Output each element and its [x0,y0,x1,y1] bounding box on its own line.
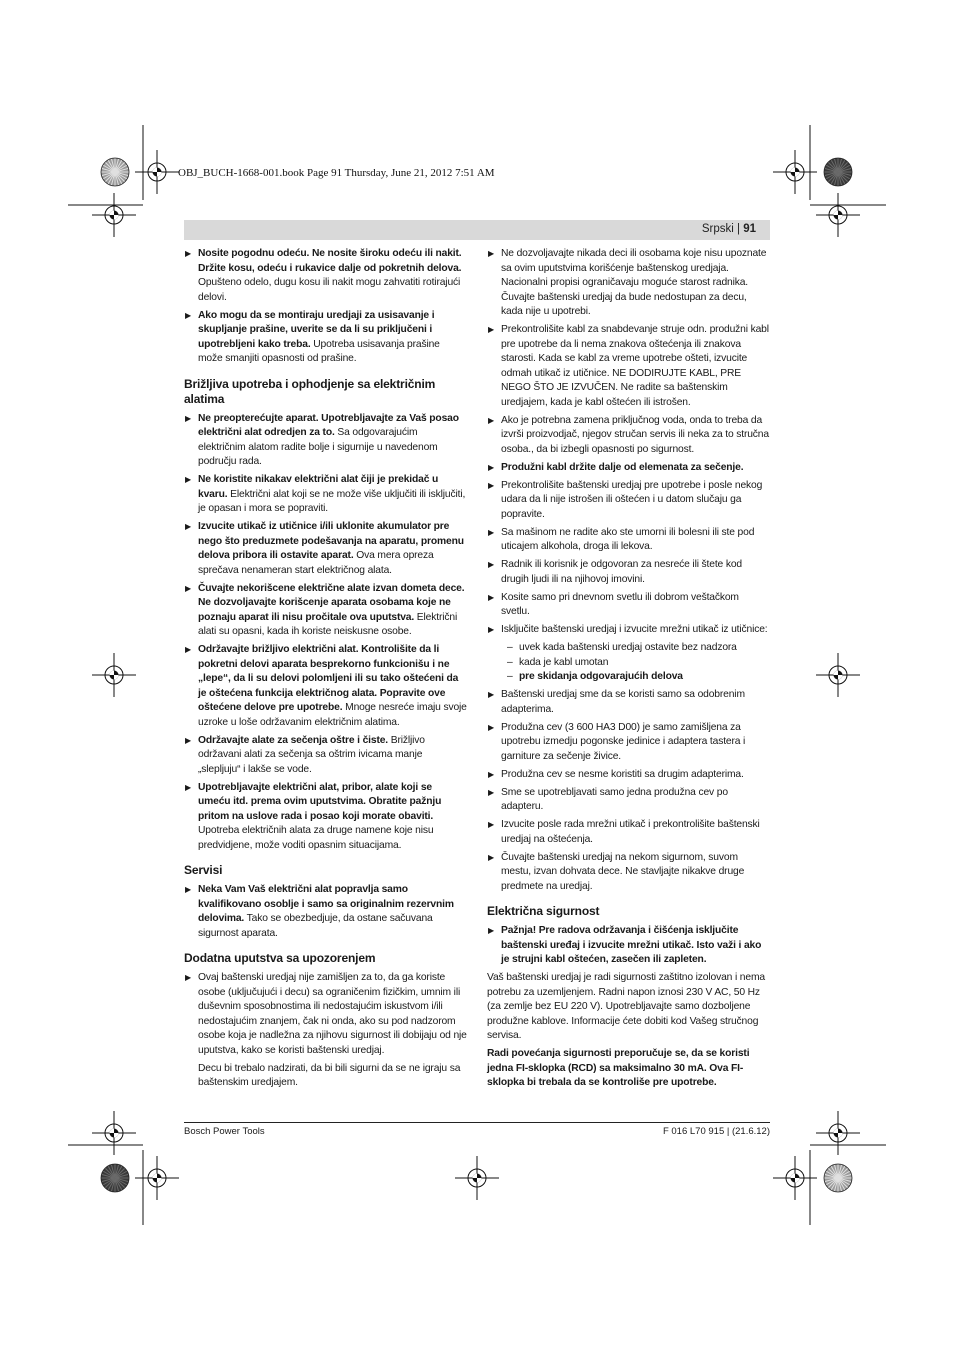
item-emphasis: Održavajte brižljivo električni alat. Kontrolišite da li pokretni delovi aparata besprekorno funkcionišu i ne „lepe“, da li su delovi polomljeni ili su tako oštećeni da je oštećena funkcija električnog alata. Popravite ove oštećene delove pre upotrebe. [198,644,459,713]
right-items-b [487,688,770,894]
left-items-top [184,247,467,367]
list-item [184,971,467,1058]
list-item [184,412,467,470]
list-item [487,414,770,458]
item-text: Isključite baštenski uredjaj i izvucite mrežni utikač iz utičnice: [501,624,768,635]
bullet-arrow-icon: ▶ [185,475,192,484]
section-careful-use-items [184,412,467,854]
bullet-arrow-icon: ▶ [488,325,495,334]
list-item [487,461,770,476]
header-separator: | [733,223,744,235]
list-item [184,781,467,854]
right-column [487,247,770,1094]
bullet-arrow-icon: ▶ [488,415,495,425]
item-emphasis: Ne koristite nikakav električni alat čiji je prekidač u kvaru. [198,474,439,500]
item-text: Produžna cev (3 600 HA3 D00) je samo zamišljena za upotrebu izmedju pogonske jedinice i adaptera tastera i garniture za sečenje živice. [501,721,746,762]
electrical-safety-items [487,924,770,968]
list-item [184,582,467,640]
bullet-arrow-icon: ▶ [488,787,495,797]
item-text: Radnik ili korisnik je odgovoran za nesreće ili štete kod drugih ljudi ili na njihovoj imovini. [501,559,742,585]
bullet-arrow-icon: ▶ [488,820,495,829]
list-item [184,247,467,305]
bullet-arrow-icon: ▶ [185,583,192,593]
dash-list-item [487,656,770,671]
registration-target-icon [816,193,860,237]
item-emphasis: Čuvajte nekorišcene električne alate izvan dometa dece. Ne dozvoljavajte korišcenje aparata osobama koje ne poznaju aparat ili nisu pročitale ova uputstva. [198,582,465,623]
list-item [487,591,770,620]
list-item [184,643,467,730]
list-item [487,526,770,555]
bullet-arrow-icon: ▶ [185,885,192,894]
item-text: Prekontrolišite kabl za snabdevanje struje odn. produžni kabl pre upotrebe da li nema znakova oštećenja ili znakova starosti. Kada se kabl za vreme upotrebe ošteti, izvucite odmah utikač iz utičnice. NE DODIRUJTE KABL, PRE NEGO ŠTO JE IZVUČEN. Ne radite sa baštenskim uredjajem, kada je kabl oštećen ili istrošen. [501,324,769,408]
bullet-arrow-icon: ▶ [488,249,495,258]
section-title-electrical-safety: Električna sigurnost [487,904,600,918]
registration-target-icon [92,653,136,697]
bullet-arrow-icon: ▶ [185,735,192,745]
item-text: Električni alat koji se ne može više uključiti ili isključiti, je opasan i mora se popraviti. [198,488,466,514]
item-text: Sme se upotrebljavati samo jedna produžna cev po adapteru. [501,786,728,812]
bullet-arrow-icon: ▶ [488,592,495,602]
page-number: 91 [743,223,756,235]
registration-target-icon [455,1156,499,1200]
item-emphasis: Ako mogu da se montiraju uredjaji za usisavanje i skupljanje prašine, uverite se da li su priključeni i upotrebljeni kako treba. [198,309,435,350]
page-header [702,223,756,235]
dash-item-text: pre skidanja odgovarajućih delova [519,671,683,682]
registration-target-icon [135,1156,179,1200]
list-item [487,558,770,587]
bullet-arrow-icon: ▶ [488,625,495,634]
item-emphasis: Izvucite utikač iz utičnice i/ili uklonite akumulator pre nego što preduzmete podešavanja na aparatu, promenu delova pribora ili ostavite aparat. [198,521,464,561]
section-title-additional-warnings: Dodatna uputstva sa upozorenjem [184,951,376,965]
section-title-service: Servisi [184,863,223,877]
dash-marker: – [507,656,513,668]
dash-list-item [487,670,770,685]
item-text: Brižljivo održavani alati za sečenja sa oštrim ivicama manje „slepljuju“ i lakše se vode. [198,734,425,775]
item-text: Produžna cev se nesme koristiti sa drugim adapterima. [501,768,744,780]
list-item [487,851,770,895]
item-text: Opušteno odelo, dugu kosu ili nakit mogu zahvatiti rotirajući delovi. [198,277,461,303]
item-text: Ova mera opreza sprečava nenameran start električnog alata. [198,550,434,576]
footer-brand: Bosch Power Tools [184,1126,265,1137]
rcd-recommendation: Radi povećanja sigurnosti preporučuje se, da se koristi jedna FI-sklopka (RCD) sa maksimalno 30 mA. Ova FI-sklopka bi trebala da se kontroliše pre upotrebe. [487,1048,750,1088]
header-language: Srpski [701,223,734,235]
bullet-arrow-icon: ▶ [488,560,495,569]
footer-rule [184,1122,770,1123]
item-text: Izvucite posle rada mrežni utikač i prekontrolišite baštenski uredjaj na oštećenja. [501,819,760,845]
section-service-items [184,883,467,941]
bullet-arrow-icon: ▶ [488,722,495,732]
bullet-arrow-icon: ▶ [488,926,495,935]
bullet-arrow-icon: ▶ [185,645,192,654]
list-item [184,883,467,941]
page-header-bar [184,220,770,240]
bullet-arrow-icon: ▶ [185,973,192,982]
item-emphasis: Nosite pogodnu odeću. Ne nosite široku odeću ili nakit. Držite kosu, odeću i rukavice dalje od pokretnih delova. [198,248,462,274]
item-text: Mnoge nesreće imaju svoje uzroke u loše održavanim električnim alatima. [198,702,467,728]
list-item [184,309,467,367]
bullet-arrow-icon: ▶ [488,852,495,862]
item-emphasis: Upotrebljavajte električni alat, pribor, alate koji se umeću itd. prema ovim uputstvima. Obratite pažnju pritom na uslove rada i posao koji morate obaviti. [198,781,442,822]
list-item [487,323,770,410]
list-item [184,520,467,578]
bullet-arrow-icon: ▶ [488,527,495,537]
item-text: Sa mašinom ne radite ako ste umorni ili bolesni ili ste pod uticajem alkohola, droga ili lekova. [501,526,755,552]
item-emphasis: Ne preopterećujte aparat. Upotrebljavajte za Vaš posao električni alat odredjen za to. [198,412,459,438]
list-item [487,247,770,320]
disconnect-conditions-list [487,641,770,685]
item-emphasis: Produžni kabl držite dalje od elemenata za sečenje. [501,461,744,473]
list-item [487,786,770,815]
item-emphasis: Pažnja! Pre radova održavanja i čišćenja isključite baštenski uređaj i izvucite mrežni utikač. Isto važi i ako je strujni kabl oštećen, zasečen ili zapleten. [501,925,762,965]
bullet-arrow-icon: ▶ [488,480,495,490]
bullet-arrow-icon: ▶ [185,782,192,792]
item-text: Ako je potrebna zamena priključnog voda, onda to treba da izvrši proizvodjač, njegov stručan servis ili neka za to stručna osoba., da bi izbegli opasnosti po sigurnost. [501,414,769,455]
bullet-arrow-icon: ▶ [488,690,495,699]
registration-target-icon [816,653,860,697]
footer-doc-code: F 016 L70 915 | (21.6.12) [662,1126,770,1137]
registration-target-icon [816,1111,860,1155]
item-emphasis: Održavajte alate za sečenja oštre i čiste. [198,734,389,746]
bullet-arrow-icon: ▶ [185,249,192,258]
list-item [487,721,770,765]
color-calibration-dial-icon [824,1164,852,1192]
bullet-arrow-icon: ▶ [488,462,495,472]
item-text: Ovaj baštenski uredjaj nije zamišljen za to, da ga koriste osobe (uključujući i decu) sa ograničenim fizičkim, umnim ili duševnim sposobnostima ili nedostajućim iskustvom i/ili nedostajućim znanjem, čak ni onda, ako su pod nadzorom osobe koja je nadležna za njihovu sigurnost ili dobijaju od nje uputstva, kako se koristi baštenski uredjaj. [198,972,467,1056]
registration-target-icon [135,150,179,194]
item-text: Prekontrolišite baštenski uredjaj pre upotrebe i posle nekog udara da li nije istrošen ili oštećen i u datom slučaju ga popravite. [501,479,763,520]
left-column [184,247,467,1094]
item-emphasis: Neka Vam Vaš električni alat popravlja samo kvalifikovano osoblje i samo sa originalnim rezervnim delovima. [198,884,454,924]
list-item [487,924,770,968]
item-text: Tako se obezbedjuje, da ostane sačuvana sigurnost aparata. [198,913,433,939]
item-text: Ne dozvoljavajte nikada deci ili osobama koje nisu upoznate sa ovim uputstvima korišćenje baštenskog uredjaja. Nacionalni propisi ograničavaju moguće starost radnika. Čuvajte baštenski uredjaj da bude nedostupan za decu, kada nije u upotrebi. [501,248,767,317]
dash-marker: – [507,642,513,653]
list-item [184,473,467,517]
item-text: Baštenski uredjaj sme da se koristi samo sa odobrenim adapterima. [501,689,745,715]
item-text: Električni alati su opasni, kada ih koriste neiskusne osobe. [198,611,458,637]
color-calibration-dial-icon [101,1164,129,1192]
list-item [487,479,770,523]
registration-target-icon [92,193,136,237]
color-calibration-dial-icon [101,158,129,186]
registration-target-icon [92,1111,136,1155]
print-slug-line: OBJ_BUCH-1668-001.book Page 91 Thursday, June 21, 2012 7:51 AM [178,167,495,179]
section-title-careful-use: Brižljiva upotreba i ophodjenje sa električnim alatima [184,376,436,406]
color-calibration-dial-icon [824,158,852,186]
insulation-paragraph: Vaš baštenski uredjaj je radi sigurnosti zaštitno izolovan i nema potrebu za uzemljenjem. Radni napon iznosi 230 V AC, 50 Hz (za zemlje bez EU 220 V). Upotrebljavajte samo dozboljene produžne kablove. Informacije ćete dobiti kod Vašeg stručnog servisa. [487,972,765,1041]
item-text: Čuvajte baštenski uredjaj na nekom sigurnom, suvom mestu, izvan dohvata dece. Ne stavljajte nikakve druge predmete na uredjaj. [501,851,745,892]
list-item [487,623,770,638]
list-item [184,734,467,778]
item-text: Upotreba usisavanja prašine može smanjiti opasnosti od prašine. [198,338,440,364]
bullet-arrow-icon: ▶ [185,522,192,531]
item-text: Upotreba električnih alata za druge namene koje nisu predvidjene, može voditi opasnim situacijama. [198,825,434,851]
dash-marker: – [507,671,513,682]
list-item [487,768,770,783]
bullet-arrow-icon: ▶ [488,769,495,779]
right-items-a [487,247,770,638]
dash-list-item [487,641,770,656]
list-item [487,818,770,847]
bullet-arrow-icon: ▶ [185,310,192,320]
dash-item-text: uvek kada baštenski uredjaj ostavite bez nadzora [519,642,737,653]
item-text: Kosite samo pri dnevnom svetlu ili dobrom veštačkom svetlu. [501,591,739,617]
section-additional-warnings-items [184,971,467,1058]
item-text: Sa odgovarajućim električnim alatom radite bolje i sigurnije u navedenom području rada. [198,427,438,467]
dash-item-text: kada je kabl umotan [519,656,609,668]
children-supervision-note: Decu bi trebalo nadzirati, da bi bili sigurni da se ne igraju sa baštenskim uredjajem. [198,1062,461,1088]
list-item [487,688,770,717]
bullet-arrow-icon: ▶ [185,413,192,423]
